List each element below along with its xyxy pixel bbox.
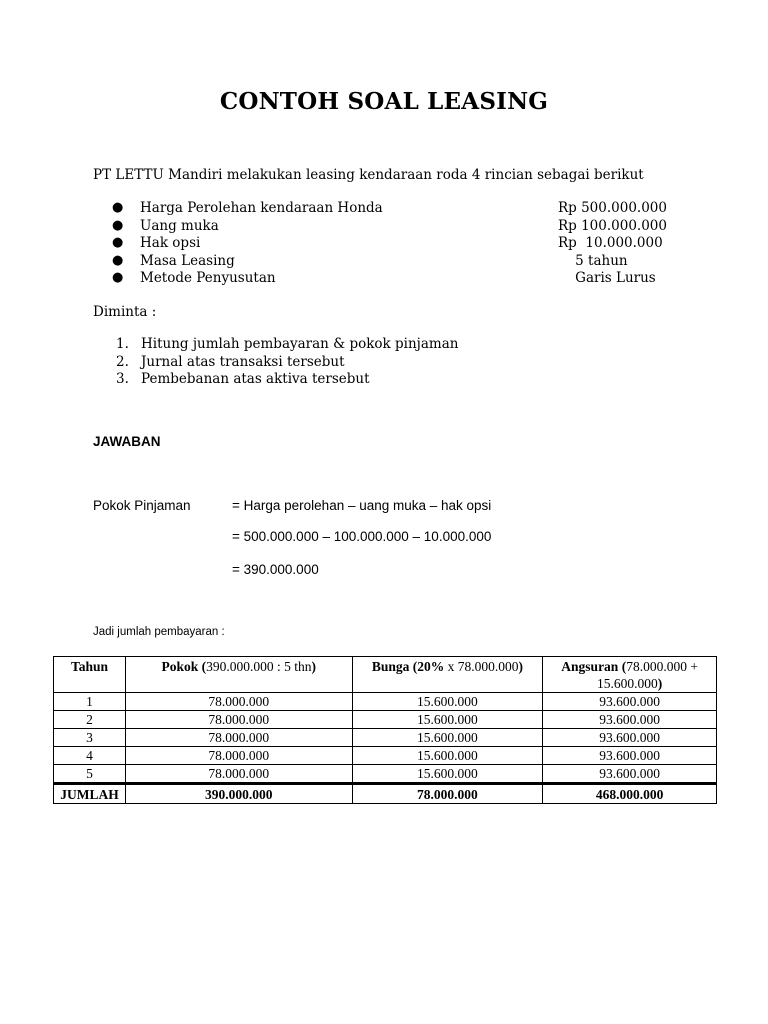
total-angsuran: 468.000.000 (543, 784, 717, 804)
cell-pokok: 78.000.000 (125, 711, 352, 729)
spec-label: Masa Leasing (140, 252, 235, 269)
payment-table (53, 656, 717, 804)
table-row (54, 711, 717, 729)
spec-item (112, 218, 672, 236)
bullet-icon: ● (112, 252, 124, 268)
calc-line-3: = 390.000.000 (232, 562, 319, 577)
spec-list (112, 200, 672, 288)
header-tahun: Tahun (54, 657, 126, 693)
calc-line-1: = Harga perolehan – uang muka – hak opsi (232, 498, 492, 513)
table-row (54, 693, 717, 711)
header-bunga: Bunga (20% x 78.000.000) (352, 657, 543, 693)
cell-bunga: 15.600.000 (352, 693, 543, 711)
jawaban-heading: JAWABAN (93, 434, 161, 449)
task-item (116, 371, 458, 389)
header-angsuran: Angsuran (78.000.000 + 15.600.000) (543, 657, 717, 693)
table-total-row (54, 784, 717, 804)
spec-value: Garis Lurus (558, 270, 656, 286)
cell-pokok: 78.000.000 (125, 747, 352, 765)
cell-angsuran: 93.600.000 (543, 693, 717, 711)
spec-label: Uang muka (140, 217, 219, 234)
cell-angsuran: 93.600.000 (543, 765, 717, 784)
cell-angsuran: 93.600.000 (543, 711, 717, 729)
table-header-row (54, 657, 717, 693)
cell-bunga: 15.600.000 (352, 729, 543, 747)
total-label: JUMLAH (54, 784, 126, 804)
task-number: 3. (116, 371, 129, 387)
intro-text: PT LETTU Mandiri melakukan leasing kendaraan roda 4 rincian sebagai berikut (93, 167, 644, 183)
spec-value: 5 tahun (558, 252, 628, 269)
task-number: 2. (116, 353, 129, 370)
cell-tahun: 5 (54, 765, 126, 784)
jadi-label: Jadi jumlah pembayaran : (93, 626, 225, 638)
task-list (116, 336, 458, 389)
bullet-icon: ● (112, 270, 124, 285)
cell-tahun: 1 (54, 693, 126, 711)
table-row (54, 747, 717, 765)
spec-item (112, 253, 672, 271)
table-row (54, 765, 717, 784)
spec-item (112, 200, 672, 218)
cell-tahun: 3 (54, 729, 126, 747)
spec-value: Rp 500.000.000 (558, 200, 667, 216)
spec-label: Harga Perolehan kendaraan Honda (140, 200, 383, 216)
cell-bunga: 15.600.000 (352, 711, 543, 729)
spec-value: Rp 10.000.000 (558, 235, 663, 251)
task-item (116, 354, 458, 372)
spec-label: Metode Penyusutan (140, 270, 276, 286)
task-text: Hitung jumlah pembayaran & pokok pinjaman (141, 336, 459, 352)
bullet-icon: ● (112, 235, 124, 250)
spec-label: Hak opsi (140, 235, 201, 251)
task-text: Jurnal atas transaksi tersebut (141, 353, 345, 370)
cell-bunga: 15.600.000 (352, 765, 543, 784)
page-title: CONTOH SOAL LEASING (219, 88, 549, 115)
task-text: Pembebanan atas aktiva tersebut (141, 371, 370, 387)
task-item (116, 336, 458, 354)
spec-item (112, 270, 672, 288)
header-pokok: Pokok (390.000.000 : 5 thn) (125, 657, 352, 693)
spec-item (112, 235, 672, 253)
cell-bunga: 15.600.000 (352, 747, 543, 765)
calc-line-2: = 500.000.000 – 100.000.000 – 10.000.000 (232, 529, 492, 544)
cell-pokok: 78.000.000 (125, 693, 352, 711)
cell-pokok: 78.000.000 (125, 765, 352, 784)
cell-tahun: 4 (54, 747, 126, 765)
spec-value: Rp 100.000.000 (558, 217, 667, 234)
calc-label: Pokok Pinjaman (93, 498, 191, 513)
cell-pokok: 78.000.000 (125, 729, 352, 747)
total-bunga: 78.000.000 (352, 784, 543, 804)
task-number: 1. (116, 336, 129, 352)
bullet-icon: ● (112, 200, 124, 215)
cell-tahun: 2 (54, 711, 126, 729)
diminta-label: Diminta : (93, 304, 157, 320)
cell-angsuran: 93.600.000 (543, 729, 717, 747)
bullet-icon: ● (112, 217, 124, 233)
cell-angsuran: 93.600.000 (543, 747, 717, 765)
total-pokok: 390.000.000 (125, 784, 352, 804)
table-row (54, 729, 717, 747)
